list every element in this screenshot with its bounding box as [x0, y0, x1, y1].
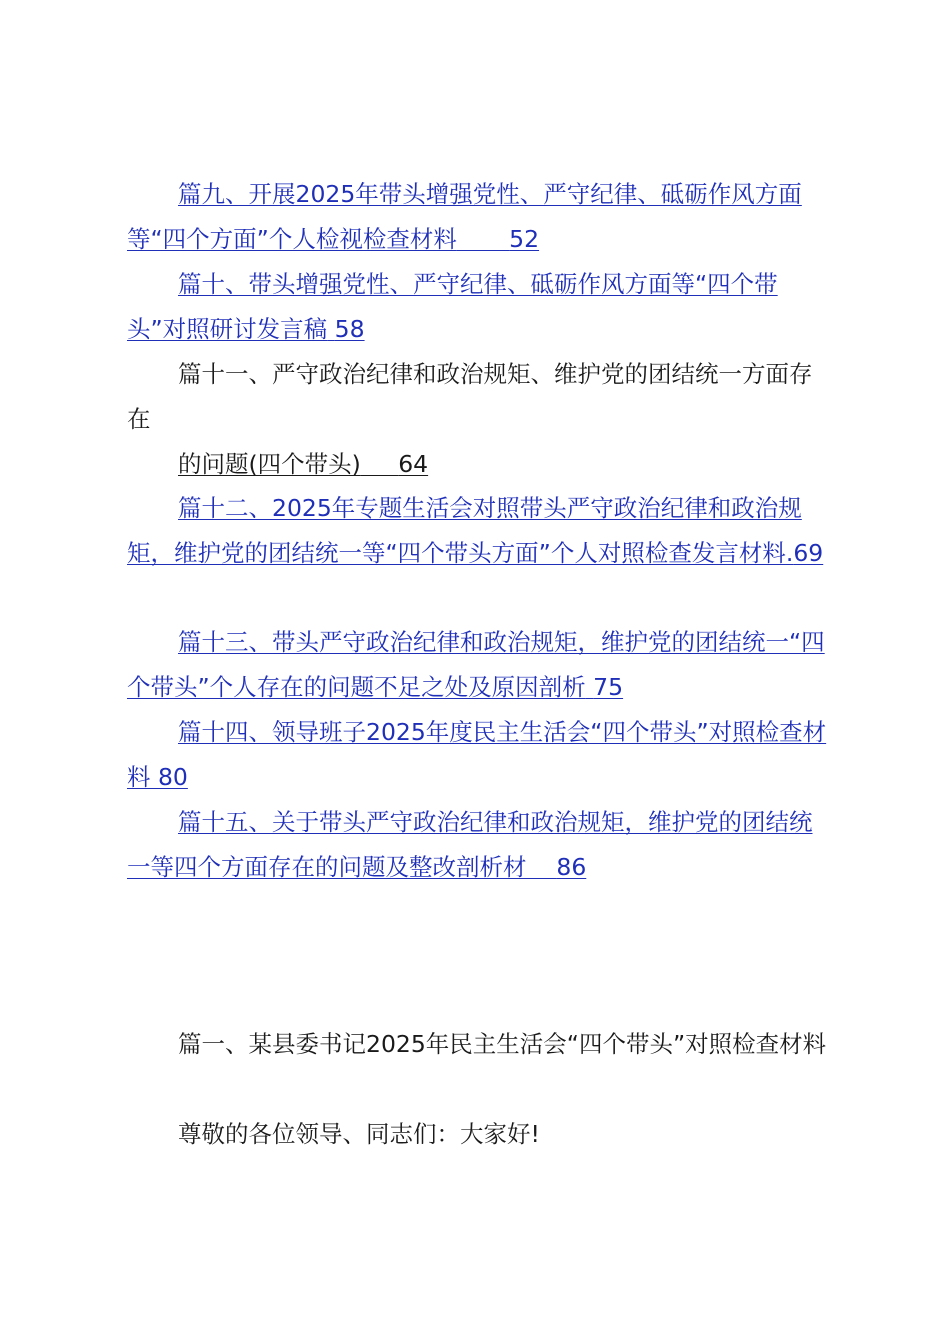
toc-page-15: 86 [556, 853, 587, 881]
toc-entry-15[interactable] [127, 800, 833, 890]
toc-page-9: 52 [509, 225, 540, 253]
toc-link-15[interactable]: 篇十五、关于带头严守政治纪律和政治规矩，维护党的团结统一等四个方面存在的问题及整改剖析材 86 [127, 808, 813, 881]
section-title: 篇一、某县委书记2025年民主生活会“四个带头”对照检查材料 [178, 1030, 827, 1058]
toc-page-13: 75 [593, 673, 624, 701]
toc-entry-12[interactable] [127, 486, 833, 576]
toc-entry-10[interactable] [127, 262, 833, 352]
toc-page-14: 80 [157, 763, 188, 791]
toc-page-10: 58 [334, 315, 365, 343]
toc-entry-11-line2 [127, 442, 833, 487]
toc-entry-14[interactable] [127, 710, 833, 800]
toc-entry-11-line1: 篇十一、严守政治纪律和政治规矩、维护党的团结统一方面存在 [127, 360, 813, 433]
toc-entry-11 [127, 352, 833, 442]
greeting-paragraph: 尊敬的各位领导、同志们：大家好! [178, 1120, 540, 1148]
toc-link-14[interactable]: 篇十四、领导班子2025年度民主生活会“四个带头”对照检查材料 80 [127, 718, 827, 791]
toc-link-13[interactable]: 篇十三、带头严守政治纪律和政治规矩，维护党的团结统一“四个带头”个人存在的问题不足之处及原因剖析 75 [127, 628, 825, 701]
toc-link-10[interactable]: 篇十、带头增强党性、严守纪律、砥砺作风方面等“四个带头”对照研讨发言稿 58 [127, 270, 778, 343]
toc-entry-13[interactable] [127, 620, 833, 710]
toc-page-12: 69 [793, 539, 824, 567]
toc-link-9[interactable]: 篇九、开展2025年带头增强党性、严守纪律、砥砺作风方面等“四个方面”个人检视检查材料 52 [127, 180, 802, 253]
toc-entry-11-link[interactable]: 的问题(四个带头) 64 [178, 450, 429, 478]
toc-page-11: 64 [398, 450, 429, 478]
toc-entry-9[interactable] [127, 172, 833, 262]
toc-link-12[interactable]: 篇十二、2025年专题生活会对照带头严守政治纪律和政治规矩，维护党的团结统一等“四个带头方面”个人对照检查发言材料.69 [127, 494, 824, 567]
